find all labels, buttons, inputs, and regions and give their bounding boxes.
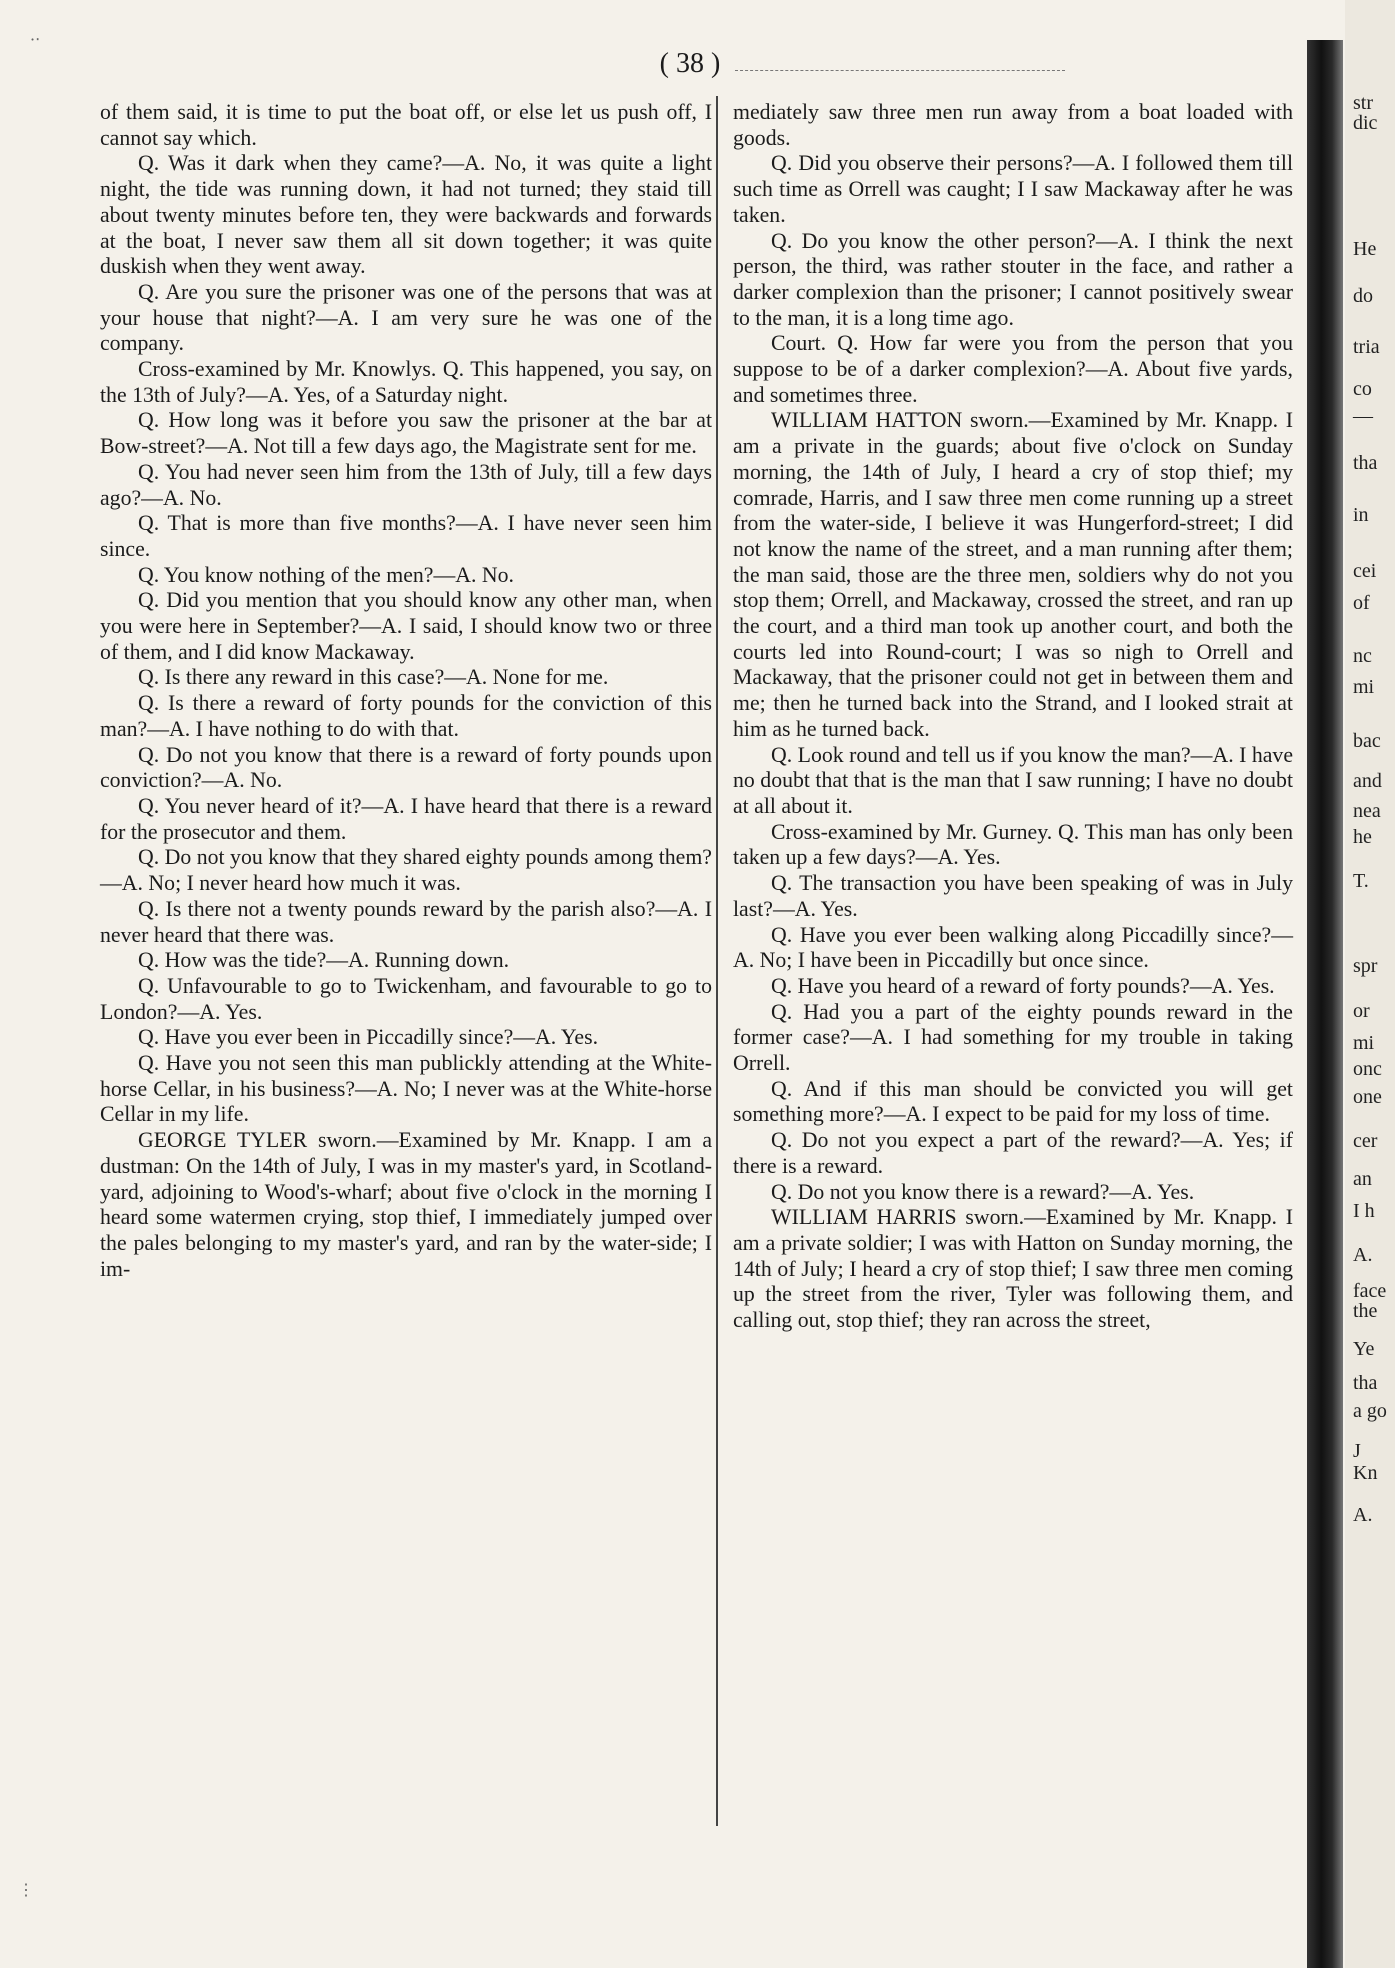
next-page-fragment: co bbox=[1353, 378, 1372, 400]
next-page-fragment: do bbox=[1353, 285, 1373, 307]
next-page-fragment: cer bbox=[1353, 1130, 1378, 1152]
paragraph: Q. Are you sure the prisoner was one of the persons that was at your house that night?—A. I am very sure he was one of the company. bbox=[100, 279, 712, 356]
next-page-fragment: mi bbox=[1353, 1032, 1375, 1054]
next-page-fragment: I h bbox=[1353, 1200, 1375, 1222]
column-divider bbox=[716, 96, 718, 1826]
paragraph: Q. You never heard of it?—A. I have heard that there is a reward for the prosecutor and them. bbox=[100, 793, 712, 844]
paragraph: Q. Have you ever been walking along Piccadilly since?—A. No; I have been in Piccadilly but once since. bbox=[733, 922, 1293, 973]
paragraph: Q. You had never seen him from the 13th of July, till a few days ago?—A. No. bbox=[100, 459, 712, 510]
next-page-fragment: the bbox=[1353, 1300, 1378, 1322]
left-column bbox=[100, 100, 712, 1282]
next-page-fragment: a go bbox=[1353, 1400, 1387, 1422]
header-rule bbox=[735, 70, 1065, 71]
next-page-fragment: and bbox=[1353, 770, 1382, 792]
next-page-fragment: str bbox=[1353, 92, 1373, 114]
next-page-fragment: A. bbox=[1353, 1244, 1373, 1266]
paragraph: Q. Do not you know that they shared eighty pounds among them?—A. No; I never heard how much it was. bbox=[100, 845, 712, 896]
paragraph: Q. Do not you know there is a reward?—A. Yes. bbox=[771, 1179, 1195, 1204]
paragraph: Q. Have you not seen this man publickly attending at the White-horse Cellar, in his business?—A. No; I never was at the White-horse Cellar in my life. bbox=[100, 1051, 712, 1127]
paragraph: Q. Do you know the other person?—A. I think the next person, the third, was rather stouter in the face, and rather a darker complexion than the prisoner; I cannot positively swear to the man, it is a long time ago. bbox=[733, 228, 1293, 330]
scan-speck: ·‧ bbox=[30, 30, 41, 49]
paragraph: Q. How long was it before you saw the prisoner at the bar at Bow-street?—A. Not till a few days ago, the Magistrate sent for me. bbox=[100, 408, 712, 459]
next-page-fragment: mi bbox=[1353, 676, 1375, 698]
paragraph: Q. Have you ever been in Piccadilly since?—A. Yes. bbox=[138, 1025, 599, 1050]
next-page-fragment: or bbox=[1353, 1000, 1370, 1022]
next-page-fragment: he bbox=[1353, 826, 1372, 848]
paragraph: Q. You know nothing of the men?—A. No. bbox=[138, 562, 514, 587]
paragraph: Q. Is there any reward in this case?—A. None for me. bbox=[138, 665, 609, 690]
next-page-fragment: in bbox=[1353, 504, 1369, 526]
next-page-fragment: one bbox=[1353, 1086, 1382, 1108]
paragraph: GEORGE TYLER sworn.—Examined by Mr. Knapp. I am a dustman: On the 14th of July, I was in my master's yard, in Scotland-yard, adjoining to Wood's-wharf; about five o'clock in the morning I heard some watermen crying, stop thief, I immediately jumped over the pales belonging to my master's yard, and ran by the water-side; I im- bbox=[100, 1128, 712, 1281]
next-page-fragment: bac bbox=[1353, 730, 1381, 752]
next-page-fragment: tha bbox=[1353, 1372, 1378, 1394]
paragraph: of them said, it is time to put the boat off, or else let us push off, I cannot say which. bbox=[100, 100, 712, 150]
paragraph: Q. Did you observe their persons?—A. I followed them till such time as Orrell was caught; I I saw Mackaway after he was taken. bbox=[733, 151, 1293, 227]
paragraph: Q. Is there not a twenty pounds reward by the parish also?—A. I never heard that there was. bbox=[100, 896, 712, 947]
paragraph: Cross-examined by Mr. Gurney. Q. This man has only been taken up a few days?—A. Yes. bbox=[733, 819, 1293, 870]
next-page-fragment: face bbox=[1353, 1280, 1387, 1302]
paragraph: Q. Do not you know that there is a reward of forty pounds upon conviction?—A. No. bbox=[100, 742, 712, 793]
next-page-fragment: of bbox=[1353, 592, 1370, 614]
paragraph: Q. Was it dark when they came?—A. No, it was quite a light night, the tide was running down, it had not turned; they staid till about twenty minutes before ten, they were backwards and forwards at the boat, I never saw them all sit down together; it was quite duskish when they went away. bbox=[100, 151, 712, 279]
paragraph: Q. Unfavourable to go to Twickenham, and favourable to go to London?—A. Yes. bbox=[100, 973, 712, 1024]
paragraph: Q. The transaction you have been speaking of was in July last?—A. Yes. bbox=[733, 871, 1293, 921]
next-page-fragment: dic bbox=[1353, 112, 1378, 134]
next-page-fragment: nc bbox=[1353, 645, 1372, 667]
next-page-fragment: tria bbox=[1353, 336, 1380, 358]
paragraph: Q. Is there a reward of forty pounds for the conviction of this man?—A. I have nothing to do with that. bbox=[100, 691, 712, 741]
paragraph: mediately saw three men run away from a boat loaded with goods. bbox=[733, 100, 1293, 150]
next-page-fragment: nea bbox=[1353, 800, 1381, 822]
paragraph: Q. Do not you expect a part of the reward?—A. Yes; if there is a reward. bbox=[733, 1128, 1293, 1178]
next-page-fragment: an bbox=[1353, 1168, 1372, 1190]
paragraph: Cross-examined by Mr. Knowlys. Q. This happened, you say, on the 13th of July?—A. Yes, of a Saturday night. bbox=[100, 357, 712, 407]
next-page-fragment: cei bbox=[1353, 560, 1377, 582]
paragraph: Q. That is more than five months?—A. I have never seen him since. bbox=[100, 511, 712, 561]
next-page-edge bbox=[1345, 0, 1395, 1968]
next-page-fragment: onc bbox=[1353, 1058, 1382, 1080]
next-page-fragment: A. bbox=[1353, 1504, 1373, 1526]
paragraph: Q. And if this man should be convicted you will get something more?—A. I expect to be paid for my loss of time. bbox=[733, 1076, 1293, 1127]
next-page-fragment: Kn bbox=[1353, 1462, 1378, 1484]
next-page-fragment: He bbox=[1353, 238, 1377, 260]
paragraph: WILLIAM HATTON sworn.—Examined by Mr. Knapp. I am a private in the guards; about five o'clock on Sunday morning, the 14th of July, I heard a cry of stop thief; my comrade, Harris, and I saw three men come running up a street from the water-side, I believe it was Hungerford-street; I did not know the name of the street, and a man running after them; the man said, those are the three men, soldiers why do not you stop them; Orrell, and Mackaway, crossed the street, and ran up the court, and a third man took up another court, and both the courts led into Round-court; I was so nigh to Orrell and Mackaway, that the prisoner could not get in between them and me; then he turned back into the Strand, and I looked strait at him as he turned back. bbox=[733, 408, 1293, 741]
next-page-fragment: J bbox=[1353, 1440, 1361, 1462]
paragraph: Court. Q. How far were you from the person that you suppose to be of a darker complexion?—A. About five yards, and sometimes three. bbox=[733, 331, 1293, 407]
right-column bbox=[733, 100, 1293, 1334]
paragraph: Q. Did you mention that you should know any other man, when you were here in September?—A. I said, I should know two or three of them, and I did know Mackaway. bbox=[100, 588, 712, 664]
book-spine-shadow bbox=[1307, 40, 1343, 1968]
paragraph: Q. How was the tide?—A. Running down. bbox=[138, 948, 510, 973]
page-number: ( 38 ) bbox=[620, 48, 760, 80]
paragraph: WILLIAM HARRIS sworn.—Examined by Mr. Knapp. I am a private soldier; I was with Hatton on Sunday morning, the 14th of July; I heard a cry of stop thief; I saw three men coming up the street from the river, Tyler was following them, and calling out, stop thief; they ran across the street, bbox=[733, 1205, 1293, 1333]
paragraph: Q. Look round and tell us if you know the man?—A. I have no doubt that that is the man that I saw running; I have no doubt at all about it. bbox=[733, 742, 1293, 818]
next-page-fragment: Ye bbox=[1353, 1338, 1375, 1360]
paragraph: Q. Had you a part of the eighty pounds reward in the former case?—A. I had something for my trouble in taking Orrell. bbox=[733, 999, 1293, 1076]
next-page-fragment: T. bbox=[1353, 870, 1369, 892]
paragraph: Q. Have you heard of a reward of forty pounds?—A. Yes. bbox=[771, 973, 1275, 998]
next-page-fragment: tha bbox=[1353, 452, 1378, 474]
next-page-fragment: spr bbox=[1353, 955, 1378, 977]
next-page-fragment: — bbox=[1353, 405, 1373, 427]
scan-speck: ⋮ bbox=[18, 1880, 34, 1899]
